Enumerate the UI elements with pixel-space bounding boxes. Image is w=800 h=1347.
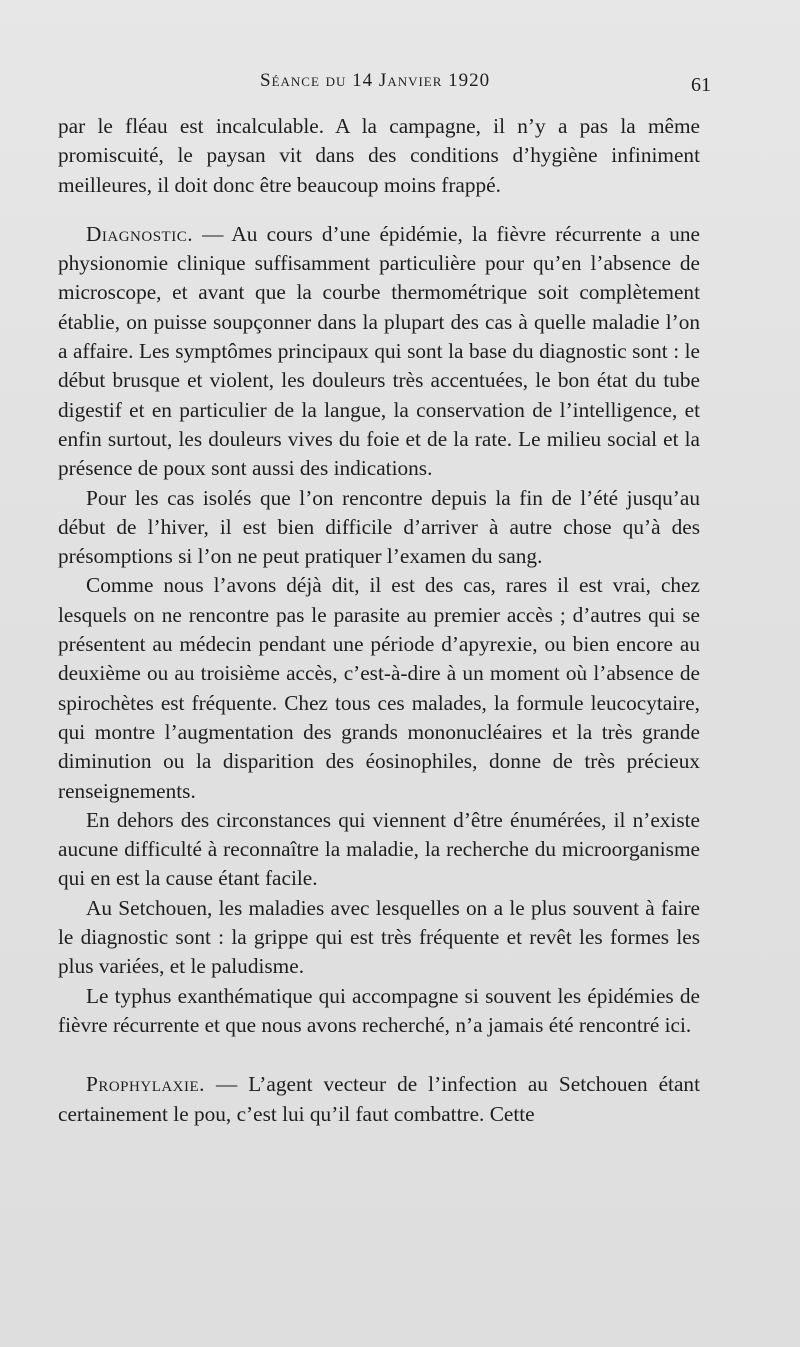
isolated-cases-paragraph: Pour les cas isolés que l’on rencontre depuis la fin de l’été jusqu’au début de l’hiver, il est bien difficile d’arriver à autre chose qu’à des présomptions si l’on ne peut pratiquer l’examen du sang. [58, 485, 700, 569]
typhus-paragraph: Le typhus exanthématique qui accompagne si souvent les épidémies de fièvre récurrente et que nous avons recherché, n’a jamais été rencontré ici. [58, 983, 700, 1037]
diagnostic-title: Diagnostic. [86, 221, 194, 246]
as-already-said-paragraph: Comme nous l’avons déjà dit, il est des cas, rares il est vrai, chez lesquels on ne rencontre pas le parasite au premier accès ; d’autres qui se présentent au médecin pendant une période d’apyrexie, ou bien encore au deuxième ou au troisième accès, c’est-à-dire à un moment où l’absence de spirochètes est fréquente. Chez tous ces malades, la formule leucocytaire, qui montre l’augmentation des grands mononucléaires et la très grande diminution ou la disparition des éosinophiles, donne de très précieux renseignements. [58, 573, 700, 803]
running-title: Séance du 14 Janvier 1920 [260, 70, 491, 91]
prophylaxis-title: Prophylaxie. [86, 1072, 205, 1097]
setchouen-paragraph: Au Setchouen, les maladies avec lesquelles on a le plus souvent à faire le diagnostic sont : la grippe qui est très fréquente et revêt les formes les plus variées, et le paludisme. [58, 895, 700, 979]
prophylaxis-text: — L’agent vecteur de l’infection au Setchouen étant certainement le pou, c’est lui qu’il faut combattre. Cette [58, 1072, 700, 1126]
page-number: 61 [691, 74, 711, 96]
diagnostic-text: — Au cours d’une épidémie, la fièvre récurrente a une physionomie clinique suffisamment particulière pour qu’en l’absence de microscope, et avant que la courbe thermométrique soit complètement établie, on puisse soupçonner dans la plupart des cas à quelle maladie l’on a affaire. Les symptômes principaux qui sont la base du diagnostic sont : le début brusque et violent, les douleurs très accentuées, le bon état du tube digestif et en particulier de la langue, la conservation de l’intelligence, et enfin surtout, les douleurs vives du foie et de la rate. Le milieu social et la présence de poux sont aussi des indications. [58, 221, 700, 481]
running-head [60, 70, 711, 100]
body-text [58, 112, 700, 1129]
circumstances-paragraph: En dehors des circonstances qui viennent d’être énumérées, il n’existe aucune difficulté à reconnaître la maladie, la recherche du microorganisme qui en est la cause étant facile. [58, 807, 700, 891]
intro-paragraph: par le fléau est incalculable. A la campagne, il n’y a pas la même promiscuité, le paysan vit dans des conditions d’hygiène infiniment meilleures, il doit donc être beaucoup moins frappé. [58, 114, 700, 197]
prophylaxis-paragraph [58, 1070, 700, 1129]
diagnostic-paragraph [58, 220, 700, 484]
